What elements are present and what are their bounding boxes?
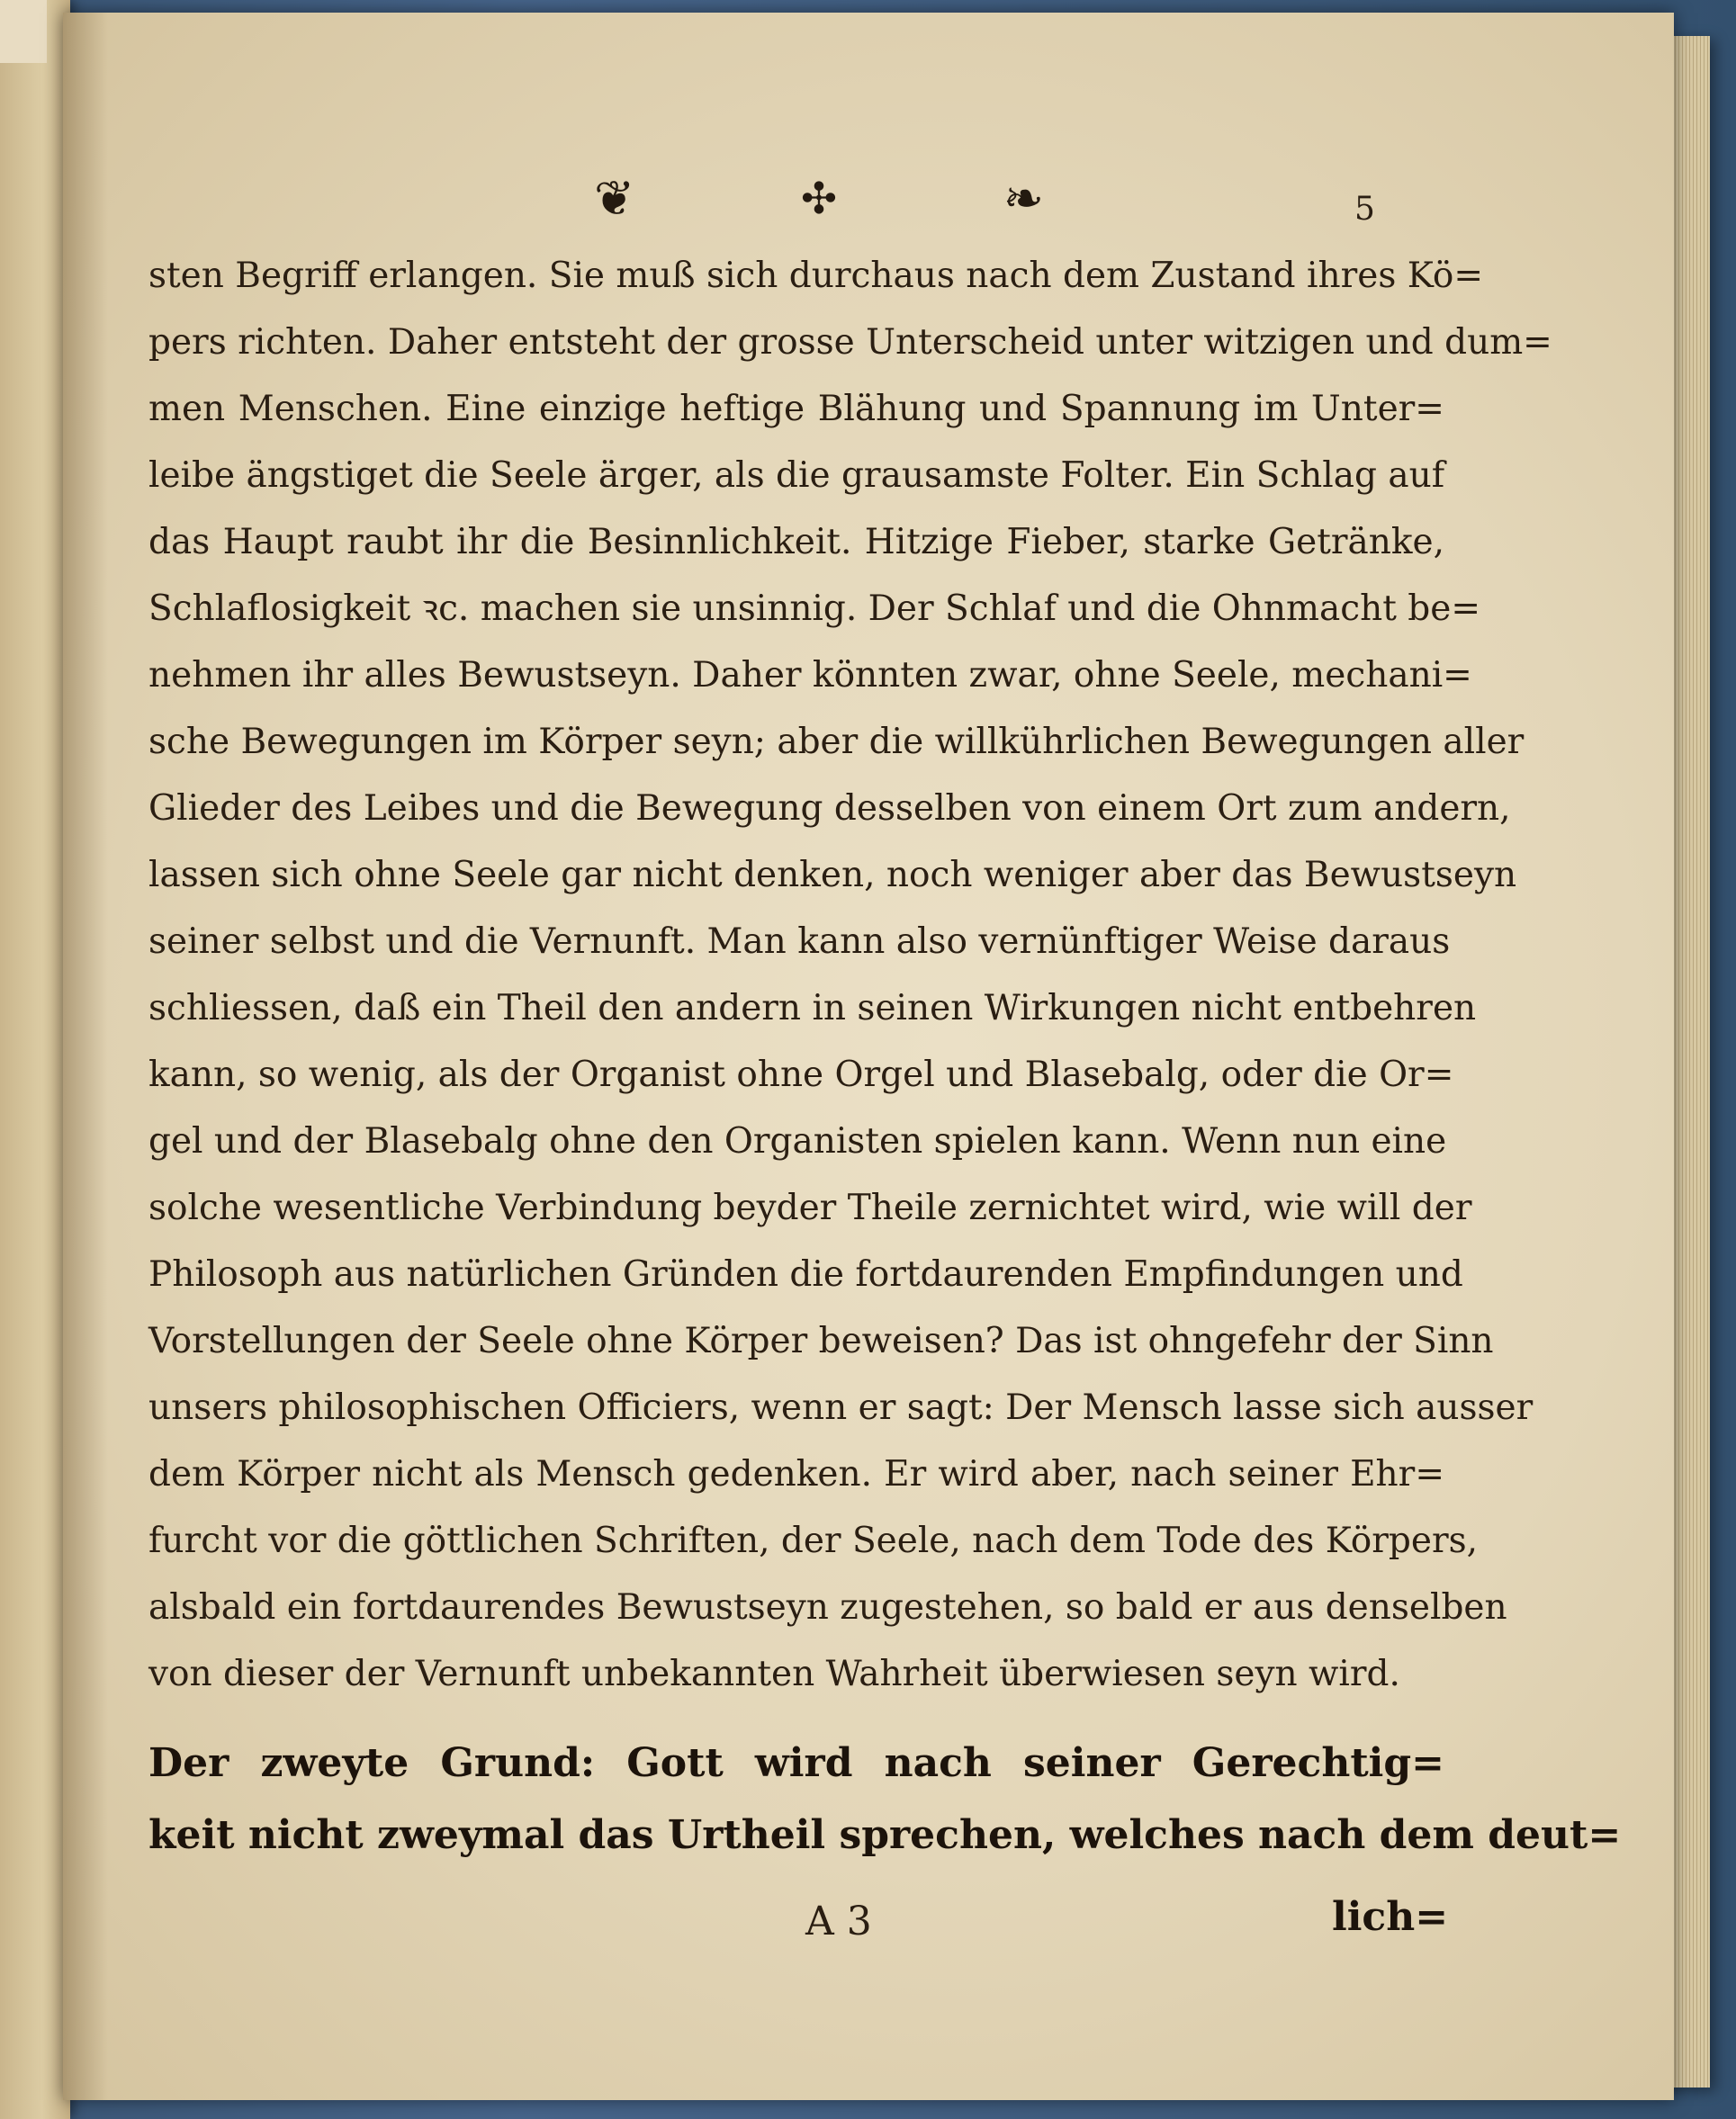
page-gutter-shadow: [63, 13, 108, 2100]
text-line: nehmen ihr alles Bewustseyn. Daher könnten zwar, ohne Seele, mechani=: [148, 655, 1472, 696]
text-line: solche wesentliche Verbindung beyder Theile zernichtet wird, wie will der: [148, 1188, 1472, 1228]
text-line: alsbald ein fortdaurendes Bewustseyn zugestehen, so bald er aus denselben: [148, 1587, 1507, 1628]
text-line: Schlaflosigkeit ꝛc. machen sie unsinnig. Der Schlaf und die Ohnmacht be=: [148, 588, 1480, 629]
text-line: leibe ängstiget die Seele ärger, als die grausamste Folter. Ein Schlag auf: [148, 455, 1445, 496]
text-line: seiner selbst und die Vernunft. Man kann also vernünftiger Weise daraus: [148, 921, 1451, 962]
text-line: sche Bewegungen im Körper seyn; aber die willkührlichen Bewegungen aller: [148, 722, 1525, 762]
text-line: gel und der Blasebalg ohne den Organisten spielen kann. Wenn nun eine: [148, 1121, 1447, 1162]
heading-line: keit nicht zweymal das Urtheil sprechen, welches nach dem deut=: [148, 1812, 1622, 1858]
text-line: furcht vor die göttlichen Schriften, der Seele, nach dem Tode des Körpers,: [148, 1521, 1479, 1561]
text-line: von dieser der Vernunft unbekannten Wahrheit überwiesen seyn wird.: [148, 1654, 1400, 1694]
text-line: dem Körper nicht als Mensch gedenken. Er wird aber, nach seiner Ehr=: [148, 1454, 1444, 1495]
text-line: Philosoph aus natürlichen Gründen die fortdaurenden Empfindungen und: [148, 1254, 1463, 1295]
text-line: pers richten. Daher entsteht der grosse Unterscheid unter witzigen und dum=: [148, 322, 1552, 363]
text-line: das Haupt raubt ihr die Besinnlichkeit. Hitzige Fieber, starke Getränke,: [148, 522, 1444, 562]
body-text: [148, 243, 1622, 1872]
headpiece-ornaments: [594, 167, 1044, 230]
ornament-center-icon: ✣: [800, 174, 838, 224]
text-line: kann, so wenig, als der Organist ohne Orgel und Blasebalg, oder die Or=: [148, 1055, 1454, 1095]
text-line: unsers philosophischen Officiers, wenn er sagt: Der Mensch lasse sich ausser: [148, 1387, 1534, 1428]
text-line: Glieder des Leibes und die Bewegung desselben von einem Ort zum andern,: [148, 788, 1511, 829]
ornament-right-icon: ❧: [1003, 170, 1044, 227]
catchword: lich=: [1332, 1894, 1449, 1940]
text-line: Vorstellungen der Seele ohne Körper beweisen? Das ist ohngefehr der Sinn: [148, 1321, 1494, 1361]
page-corner-mark: 5: [1354, 191, 1375, 228]
text-line: men Menschen. Eine einzige heftige Blähung und Spannung im Unter=: [148, 389, 1444, 429]
ornament-left-icon: ❦: [594, 170, 635, 227]
facing-page-edge: [0, 0, 70, 2119]
signature-mark: A 3: [805, 1899, 872, 1944]
text-line: lassen sich ohne Seele gar nicht denken, noch weniger aber das Bewustseyn: [148, 855, 1517, 895]
text-line: schliessen, daß ein Theil den andern in seinen Wirkungen nicht entbehren: [148, 988, 1477, 1028]
heading-line: Der zweyte Grund: Gott wird nach seiner Gerechtig=: [148, 1740, 1444, 1786]
torn-corner: [0, 0, 47, 63]
text-line: sten Begriff erlangen. Sie muß sich durchaus nach dem Zustand ihres Kö=: [148, 256, 1484, 296]
